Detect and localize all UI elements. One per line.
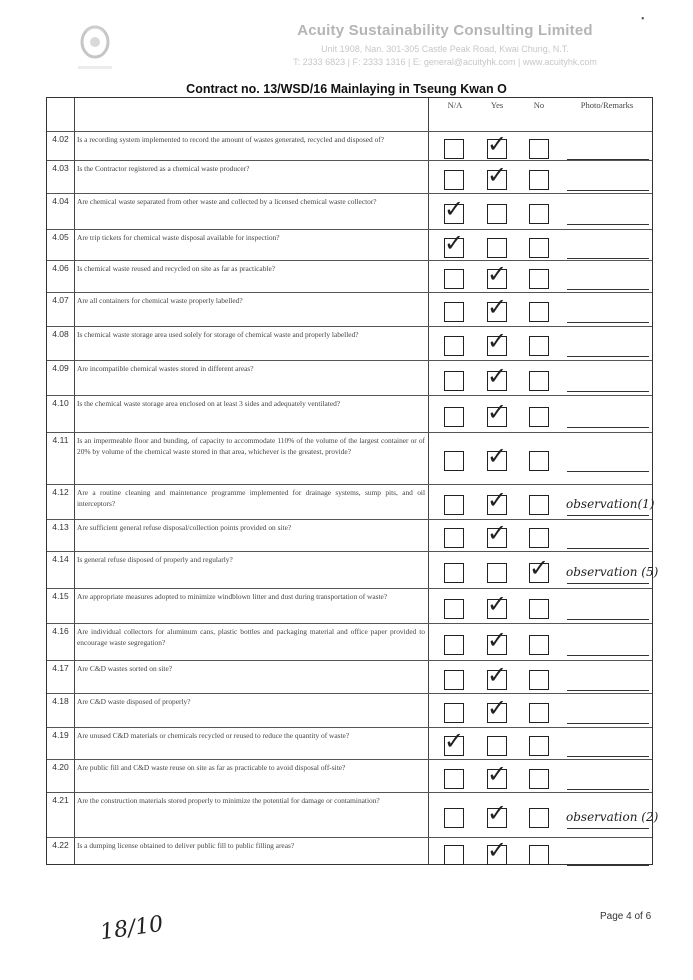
na-checkbox[interactable] — [444, 451, 464, 471]
checklist-row — [47, 588, 652, 624]
item-number: 4.10 — [52, 398, 69, 408]
yes-checkbox[interactable] — [487, 563, 507, 583]
no-checkbox[interactable] — [529, 554, 550, 583]
yes-checkbox[interactable] — [487, 161, 508, 190]
yes-checkbox[interactable] — [487, 362, 508, 391]
yes-checkbox[interactable] — [487, 799, 508, 828]
item-number: 4.11 — [52, 435, 69, 445]
tick-mark-icon: ✓ — [487, 486, 508, 514]
no-checkbox[interactable] — [529, 269, 549, 289]
tick-mark-icon: ✓ — [444, 229, 465, 257]
tick-mark-icon: ✓ — [487, 442, 508, 470]
remark-underline — [567, 322, 649, 323]
tick-mark-icon: ✓ — [444, 727, 465, 755]
no-checkbox[interactable] — [529, 736, 549, 756]
item-question: Are a routine cleaning and maintenance programme implemented for drainage systems, sump pits, and oil interceptors? — [77, 488, 425, 509]
yes-checkbox[interactable] — [487, 626, 508, 655]
item-number: 4.04 — [52, 196, 69, 206]
item-number: 4.22 — [52, 840, 69, 850]
yes-checkbox[interactable] — [487, 836, 508, 865]
item-question: Are all containers for chemical waste properly labelled? — [77, 296, 243, 305]
item-number: 4.12 — [52, 487, 69, 497]
item-number: 4.05 — [52, 232, 69, 242]
remark-underline — [567, 619, 649, 620]
na-checkbox[interactable] — [444, 563, 464, 583]
na-checkbox[interactable] — [444, 703, 464, 723]
remark-underline — [567, 391, 649, 392]
tick-mark-icon: ✓ — [487, 661, 508, 689]
item-question: Are individual collectors for aluminum cans, plastic bottles and packaging material and office paper provided to encourage waste segregation? — [77, 627, 425, 648]
checklist-row — [47, 484, 655, 520]
remark-underline — [567, 789, 649, 790]
yes-checkbox[interactable] — [487, 590, 508, 619]
no-checkbox[interactable] — [529, 139, 549, 159]
na-checkbox[interactable] — [444, 229, 465, 258]
no-checkbox[interactable] — [529, 204, 549, 224]
no-checkbox[interactable] — [529, 635, 549, 655]
item-number: 4.15 — [52, 591, 69, 601]
checklist-row — [47, 792, 659, 838]
yes-checkbox[interactable] — [487, 238, 507, 258]
yes-checkbox[interactable] — [487, 204, 507, 224]
tick-mark-icon: ✓ — [487, 799, 508, 827]
checklist-row — [47, 623, 652, 661]
yes-checkbox[interactable] — [487, 398, 508, 427]
item-question: Are C&D waste disposed of properly? — [77, 697, 191, 706]
tick-mark-icon: ✓ — [487, 760, 508, 788]
company-contact: T: 2333 6823 | F: 2333 1316 | E: general@acuityhk.com | www.acuityhk.com — [293, 57, 597, 67]
checklist-row — [47, 260, 652, 293]
item-number: 4.13 — [52, 522, 69, 532]
checklist-row — [47, 727, 652, 760]
remark-underline — [567, 828, 649, 829]
remark-underline — [567, 865, 649, 866]
remark-underline — [567, 515, 649, 516]
remark-underline — [567, 723, 649, 724]
tick-mark-icon: ✓ — [444, 195, 465, 223]
item-number: 4.21 — [52, 795, 69, 805]
item-number: 4.16 — [52, 626, 69, 636]
remark-underline — [567, 427, 649, 428]
tick-mark-icon: ✓ — [487, 327, 508, 355]
item-number: 4.02 — [52, 134, 69, 144]
item-question: Is chemical waste reused and recycled on site as far as practicable? — [77, 264, 276, 273]
remark-underline — [567, 289, 649, 290]
tick-mark-icon: ✓ — [487, 694, 508, 722]
item-number: 4.08 — [52, 329, 69, 339]
tick-mark-icon: ✓ — [487, 519, 508, 547]
checklist-row — [47, 395, 652, 433]
checklist-row — [47, 551, 659, 589]
checklist-row — [47, 292, 652, 327]
tick-mark-icon: ✓ — [487, 836, 508, 864]
remark-underline — [567, 190, 649, 191]
tick-mark-icon: ✓ — [487, 626, 508, 654]
yes-checkbox[interactable] — [487, 519, 508, 548]
item-question: Is the Contractor registered as a chemical waste producer? — [77, 164, 250, 173]
no-checkbox[interactable] — [529, 599, 549, 619]
item-question: Is general refuse disposed of properly and regularly? — [77, 555, 233, 564]
item-question: Is chemical waste storage area used solely for storage of chemical waste and properly labelled? — [77, 330, 359, 339]
yes-checkbox[interactable] — [487, 130, 508, 159]
no-checkbox[interactable] — [529, 528, 549, 548]
item-question: Are trip tickets for chemical waste disposal available for inspection? — [77, 233, 280, 242]
tick-mark-icon: ✓ — [487, 293, 508, 321]
header-no: No — [533, 100, 545, 110]
remark-underline — [567, 583, 649, 584]
tick-mark-icon: ✓ — [487, 362, 508, 390]
remark-underline — [567, 690, 649, 691]
remark-underline — [567, 548, 649, 549]
item-number: 4.18 — [52, 696, 69, 706]
no-checkbox[interactable] — [529, 670, 549, 690]
no-checkbox[interactable] — [529, 769, 549, 789]
tick-mark-icon: ✓ — [487, 260, 508, 288]
item-question: Are appropriate measures adopted to minimize windblown litter and dust during transportation of waste? — [77, 592, 388, 601]
item-number: 4.17 — [52, 663, 69, 673]
checklist-row — [47, 519, 652, 552]
item-question: Are the construction materials stored properly to minimize the potential for damage or contamination? — [77, 796, 380, 805]
na-checkbox[interactable] — [444, 371, 464, 391]
checklist-table — [46, 97, 659, 865]
na-checkbox[interactable] — [444, 407, 464, 427]
na-checkbox[interactable] — [444, 495, 464, 515]
checklist-row — [47, 131, 652, 161]
item-question: Are chemical waste separated from other waste and collected by a licensed chemical waste collector? — [77, 197, 377, 206]
item-number: 4.20 — [52, 762, 69, 772]
checklist-row — [47, 360, 652, 396]
remark-underline — [567, 756, 649, 757]
na-checkbox[interactable] — [444, 302, 464, 322]
na-checkbox[interactable] — [444, 336, 464, 356]
tick-mark-icon: ✓ — [487, 590, 508, 618]
item-question: Are incompatible chemical wastes stored in different areas? — [77, 364, 254, 373]
checklist-row — [47, 837, 652, 867]
remark-underline — [567, 471, 649, 472]
company-name: Acuity Sustainability Consulting Limited — [297, 22, 593, 39]
yes-checkbox[interactable] — [487, 694, 508, 723]
remark-underline — [567, 356, 649, 357]
item-number: 4.06 — [52, 263, 69, 273]
na-checkbox[interactable] — [444, 599, 464, 619]
header-remarks: Photo/Remarks — [580, 100, 634, 110]
photo-remark: observation(1) — [566, 497, 655, 511]
item-question: Are public fill and C&D waste reuse on site as far as practicable to avoid disposal off-site? — [77, 763, 346, 772]
photo-remark: observation (2) — [566, 810, 659, 824]
na-checkbox[interactable] — [444, 528, 464, 548]
header-na: N/A — [447, 100, 463, 110]
item-question: Are sufficient general refuse disposal/collection points provided on site? — [77, 523, 292, 532]
tick-mark-icon: ✓ — [487, 130, 508, 158]
photo-remark: observation (5) — [566, 565, 659, 579]
item-number: 4.19 — [52, 730, 69, 740]
yes-checkbox[interactable] — [487, 661, 508, 690]
no-checkbox[interactable] — [529, 238, 549, 258]
no-checkbox[interactable] — [529, 302, 549, 322]
header-yes: Yes — [490, 100, 504, 110]
yes-checkbox[interactable] — [487, 736, 507, 756]
yes-checkbox[interactable] — [487, 486, 508, 515]
item-number: 4.09 — [52, 363, 69, 373]
checklist-row — [47, 160, 652, 194]
no-checkbox[interactable] — [529, 170, 549, 190]
na-checkbox[interactable] — [444, 635, 464, 655]
tick-mark-icon: ✓ — [529, 554, 550, 582]
na-checkbox[interactable] — [444, 139, 464, 159]
item-question: Are unused C&D materials or chemicals recycled or reused to reduce the quantity of waste? — [77, 731, 350, 740]
checklist-row — [47, 326, 652, 361]
no-checkbox[interactable] — [529, 371, 549, 391]
checklist-row — [47, 759, 652, 793]
remark-underline — [567, 224, 649, 225]
na-checkbox[interactable] — [444, 670, 464, 690]
yes-checkbox[interactable] — [487, 293, 508, 322]
checklist-row — [47, 693, 652, 728]
na-checkbox[interactable] — [444, 170, 464, 190]
scan-mark: • — [641, 14, 645, 25]
no-checkbox[interactable] — [529, 703, 549, 723]
yes-checkbox[interactable] — [487, 760, 508, 789]
tick-mark-icon: ✓ — [487, 161, 508, 189]
page-number: Page 4 of 6 — [600, 911, 652, 922]
checklist-row — [47, 432, 652, 485]
contract-title: Contract no. 13/WSD/16 Mainlaying in Tseung Kwan O — [186, 82, 507, 96]
no-checkbox[interactable] — [529, 336, 549, 356]
checklist-row — [47, 193, 652, 230]
remark-underline — [567, 655, 649, 656]
item-number: 4.07 — [52, 295, 69, 305]
no-checkbox[interactable] — [529, 407, 549, 427]
na-checkbox[interactable] — [444, 727, 465, 756]
company-logo-icon — [70, 18, 120, 74]
na-checkbox[interactable] — [444, 808, 464, 828]
checklist-row — [47, 660, 652, 694]
no-checkbox[interactable] — [529, 845, 549, 865]
na-checkbox[interactable] — [444, 269, 464, 289]
yes-checkbox[interactable] — [487, 442, 508, 471]
no-checkbox[interactable] — [529, 495, 549, 515]
item-question: Is the chemical waste storage area enclosed on at least 3 sides and adequately ventilated? — [77, 399, 341, 408]
item-question: Is a dumping license obtained to deliver public fill to public filling areas? — [77, 841, 295, 850]
yes-checkbox[interactable] — [487, 327, 508, 356]
no-checkbox[interactable] — [529, 808, 549, 828]
na-checkbox[interactable] — [444, 845, 464, 865]
item-number: 4.14 — [52, 554, 69, 564]
remark-underline — [567, 258, 649, 259]
no-checkbox[interactable] — [529, 451, 549, 471]
na-checkbox[interactable] — [444, 769, 464, 789]
handwritten-date: 18/10 — [98, 911, 165, 946]
tick-mark-icon: ✓ — [487, 398, 508, 426]
na-checkbox[interactable] — [444, 195, 465, 224]
item-question: Are C&D wastes sorted on site? — [77, 664, 173, 673]
item-number: 4.03 — [52, 163, 69, 173]
company-address: Unit 1908, Nan. 301-305 Castle Peak Road, Kwai Chung, N.T. — [321, 44, 569, 54]
checklist-row — [47, 229, 652, 261]
yes-checkbox[interactable] — [487, 260, 508, 289]
item-question: Is a recording system implemented to record the amount of wastes generated, recycled and disposed of? — [77, 135, 385, 144]
item-question: Is an impermeable floor and bunding, of capacity to accommodate 110% of the volume of the largest container or of 20% by volume of the chemical waste stored in that area, whichever is the greatest, provide? — [77, 436, 425, 457]
